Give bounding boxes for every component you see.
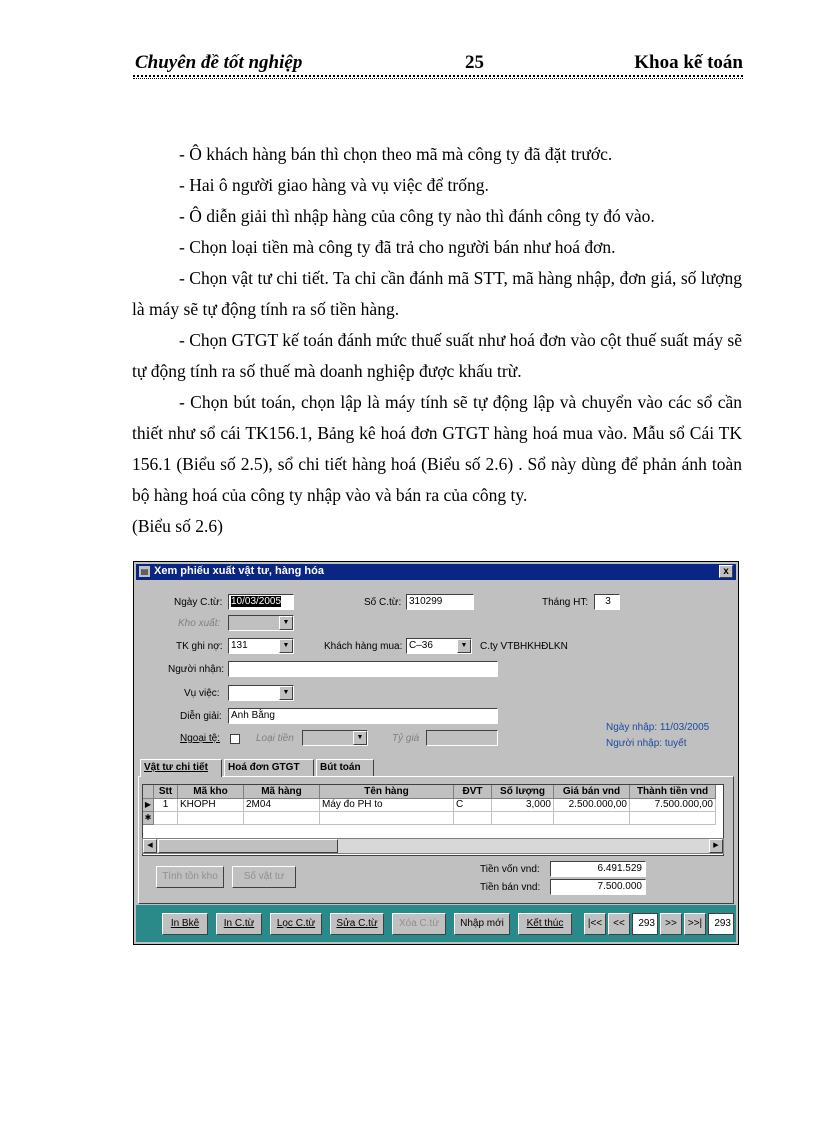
paragraph: - Chọn bút toán, chọn lập là máy tính sẽ tự động lập và chuyển vào các sổ cần thiết như sổ cái TK156.1, Bảng kê hoá đơn GTGT hàng hoá mua vào. Mẫu sổ Cái TK 156.1 (Biểu số 2.5), sổ chi tiết hàng hoá (Biểu số 2.6) . Sổ này dùng để phản ánh toàn bộ hàng hoá của công ty nhập vào và bán ra của công ty. [132,392,742,505]
header-rule [133,75,743,77]
so-vat-tu-button[interactable]: Số vật tư [232,866,296,888]
header-title: Chuyên đề tốt nghiệp [135,52,303,73]
close-button[interactable]: x [719,565,733,578]
thang-ht-label: Tháng HT: [542,597,589,608]
thang-ht-input[interactable]: 3 [594,594,620,610]
record-total: 293 [708,913,734,935]
col-header: Mã kho [178,785,244,799]
col-header: Thành tiền vnd [630,785,716,799]
table-cell[interactable] [492,812,554,825]
ngay-ct-label: Ngày C.từ: [174,597,223,608]
paragraph: - Hai ô người giao hàng và vụ việc để trống. [179,175,489,195]
chevron-down-icon[interactable]: ▼ [279,639,293,653]
vu-viec-select[interactable] [228,685,294,701]
table-cell[interactable] [630,812,716,825]
tk-ghi-no-value: 131 [231,640,248,651]
so-ct-label: Số C.từ: [364,597,402,608]
scroll-right-icon[interactable]: ▶ [709,839,723,853]
ket-thuc-button[interactable]: Kết thúc [518,913,572,935]
paragraph: - Ô khách hàng bán thì chọn theo mã mà công ty đã đặt trước. [179,144,613,164]
page-header [133,50,743,78]
tk-ghi-no-label: TK ghi nợ: [176,641,223,652]
table-cell[interactable]: 7.500.000,00 [630,799,716,812]
dialog-title: Xem phiếu xuất vật tư, hàng hóa [154,565,324,577]
horizontal-scrollbar[interactable] [142,838,724,854]
tab-hoa-don-gtgt[interactable]: Hoá đơn GTGT [224,759,314,776]
so-ct-input[interactable]: 310299 [406,594,474,610]
col-header: ĐVT [454,785,492,799]
paragraph: - Chọn vật tư chi tiết. Ta chỉ cần đánh mã STT, mã hàng nhập, đơn giá, số lượng là máy sẽ tự động tính ra số tiền hàng. [132,268,742,319]
table-cell[interactable] [244,812,320,825]
nguoi-nhan-label: Người nhận: [168,664,225,675]
kho-xuat-label: Kho xuất: [178,618,221,629]
record-number-input[interactable]: 293 [632,913,658,935]
table-cell[interactable]: KHOPH [178,799,244,812]
chevron-down-icon[interactable]: ▼ [279,616,293,630]
ngay-ct-value: 10/03/2005 [231,596,282,607]
col-header: Giá bán vnd [554,785,630,799]
header-department: Khoa kế toán [634,52,743,73]
chevron-down-icon[interactable]: ▼ [353,731,367,745]
ngay-nhap-text: Ngày nhập: 11/03/2005 [606,722,710,733]
new-row-icon[interactable]: ✱ [143,812,154,825]
col-header: Stt [154,785,178,799]
khach-hang-name: C.ty VTBHKHĐLKN [480,641,568,652]
table-cell[interactable] [154,812,178,825]
kho-xuat-select[interactable] [228,615,294,631]
col-header: Mã hàng [244,785,320,799]
paragraph: - Ô diễn giải thì nhập hàng của công ty nào thì đánh công ty đó vào. [179,206,655,226]
voucher-dialog [133,561,739,945]
page-number: 25 [465,52,484,73]
chevron-down-icon[interactable]: ▼ [279,686,293,700]
ngoai-te-checkbox[interactable] [230,734,240,744]
table-cell[interactable]: Máy đo PH to [320,799,454,812]
ty-gia-label: Tỷ giá [392,733,420,744]
dien-giai-label: Diễn giải: [180,711,222,722]
next-record-button[interactable]: >> [660,913,682,935]
header-rule-secondary [133,78,743,79]
sua-ct-button[interactable]: Sửa C.từ [330,913,384,935]
chevron-down-icon[interactable]: ▼ [457,639,471,653]
col-header: Số lượng [492,785,554,799]
first-record-button[interactable]: |<< [584,913,606,935]
dialog-titlebar [136,564,736,580]
xoa-ct-button[interactable]: Xóa C.từ [392,913,446,935]
scroll-thumb[interactable] [158,839,338,853]
table-cell[interactable] [178,812,244,825]
table-cell[interactable]: C [454,799,492,812]
button-bar [136,905,736,942]
form-icon: ▤ [140,567,149,576]
table-cell[interactable]: 2M04 [244,799,320,812]
loai-tien-label: Loại tiền [256,733,294,744]
in-ct-button[interactable]: In C.từ [216,913,262,935]
loc-ct-button[interactable]: Lọc C.từ [270,913,322,935]
table-cell[interactable]: 1 [154,799,178,812]
dien-giai-input[interactable]: Anh Bằng [228,708,498,724]
tien-von-value: 6.491.529 [550,861,646,877]
khach-hang-value: C–36 [409,640,433,651]
vu-viec-label: Vụ việc: [184,688,220,699]
tab-but-toan[interactable]: Bút toán [316,759,374,776]
loai-tien-select[interactable] [302,730,368,746]
ty-gia-input[interactable] [426,730,498,746]
tab-vat-tu-chi-tiet[interactable]: Vật tư chi tiết [140,759,222,777]
tinh-ton-kho-button[interactable]: Tính tồn kho [156,866,224,888]
nguoi-nhap-text: Người nhập: tuyết [606,738,687,749]
body-text [132,139,742,542]
grid-corner [143,785,154,799]
khach-hang-select[interactable] [406,638,472,654]
tien-ban-value: 7.500.000 [550,879,646,895]
prev-record-button[interactable]: << [608,913,630,935]
in-bke-button[interactable]: In Bkê [162,913,208,935]
table-cell[interactable] [320,812,454,825]
ngoai-te-label: Ngoại tệ: [180,733,221,744]
paragraph: - Chọn loại tiền mà công ty đã trả cho người bán như hoá đơn. [179,237,616,257]
nguoi-nhan-input[interactable] [228,661,498,677]
ngay-ct-input[interactable] [228,594,294,610]
paragraph: - Chọn GTGT kế toán đánh mức thuế suất như hoá đơn vào cột thuế suất máy sẽ tự động tính ra số thuế mà doanh nghiệp được khấu trừ. [132,330,742,381]
table-cell[interactable] [554,812,630,825]
row-selector-icon[interactable]: ▶ [143,799,154,812]
col-header: Tên hàng [320,785,454,799]
table-cell[interactable]: 3,000 [492,799,554,812]
tien-von-label: Tiền vốn vnd: [480,864,540,875]
table-cell[interactable] [454,812,492,825]
last-record-button[interactable]: >>| [684,913,706,935]
tien-ban-label: Tiền bán vnd: [480,882,541,893]
scroll-left-icon[interactable]: ◀ [143,839,157,853]
tk-ghi-no-select[interactable] [228,638,294,654]
figure-caption: (Biểu số 2.6) [132,516,223,536]
khach-hang-label: Khách hàng mua: [324,641,403,652]
table-cell[interactable]: 2.500.000,00 [554,799,630,812]
nhap-moi-button[interactable]: Nhập mới [454,913,510,935]
